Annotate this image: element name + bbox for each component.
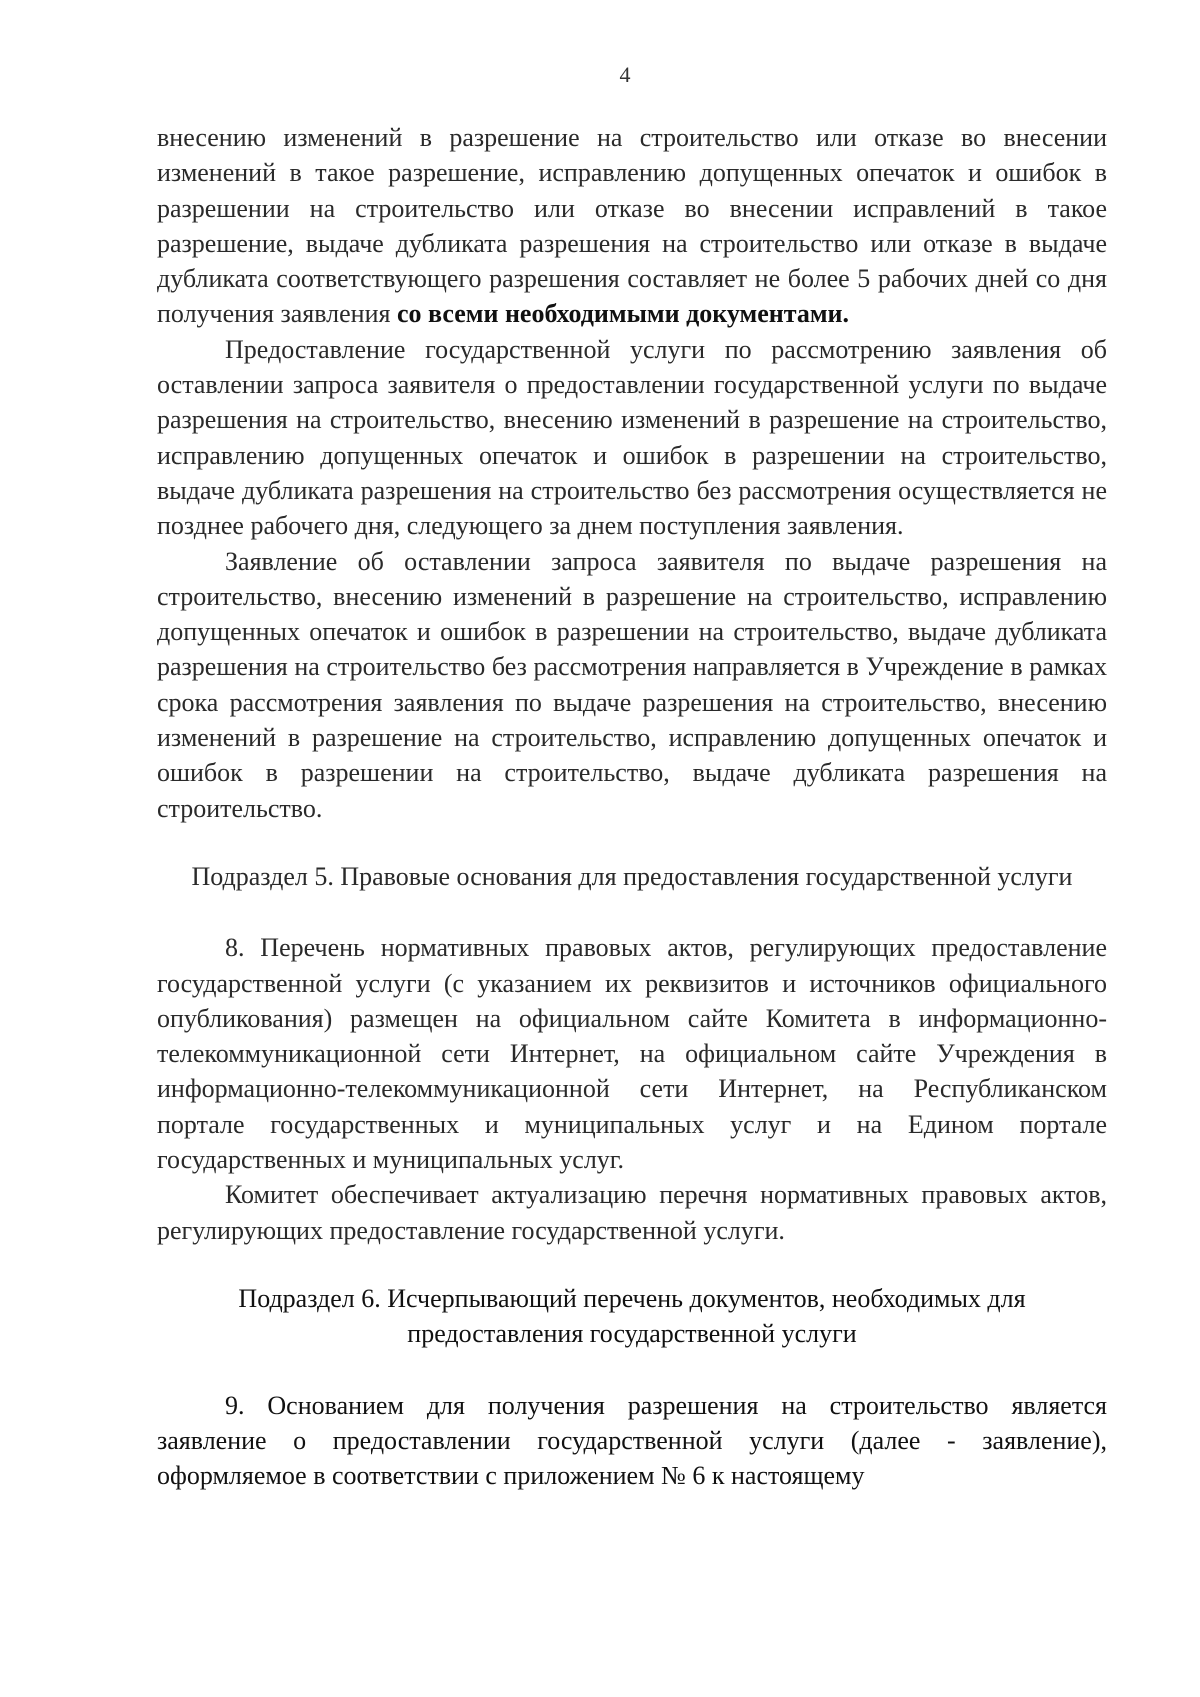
paragraph-application-direction: Заявление об оставлении запроса заявителя по выдаче разрешения на строительство, внесению изменений в разрешение на строительство, исправлению допущенных опечаток и ошибок в разрешении на строительство, выдаче дубликата разрешения на строительство без рассмотрения направляется в Учреждение в рамках срока рассмотрения заявления по выдаче разрешения на строительство, внесению изменений в разрешение на строительство, исправлению допущенных опечаток и ошибок в разрешении на строительство, выдаче дубликата разрешения на строительство. (157, 546, 1107, 823)
paragraph-deadline-text: внесению изменений в разрешение на строительство или отказе во внесении изменений в такое разрешение, исправлению допущенных опечаток и ошибок в разрешении на строительство или отказе во внесении исправлений в такое разрешение, выдаче дубликата разрешения на строительство или отказе в выдаче дубликата соответствующего разрешения составляет не более 5 рабочих дней со дня получения заявления (157, 123, 1107, 329)
paragraph-legal-acts-list: 8. Перечень нормативных правовых актов, регулирующих предоставление государственной услуги (с указанием их реквизитов и источников официального опубликования) размещен на официальном сайте Комитета в информационно-телекоммуникационной сети Интернет, на официальном сайте Учреждения в информационно-телекоммуникационной сети Интернет, на Республиканском портале государственных и муниципальных услуг и на Едином портале государственных и муниципальных услуг. (157, 933, 1107, 1175)
paragraph-without-review: Предоставление государственной услуги по рассмотрению заявления об оставлении запроса заявителя о предоставлении государственной услуги по выдаче разрешения на строительство, внесению изменений в разрешение на строительство, исправлению допущенных опечаток и ошибок в разрешении на строительство, выдаче дубликата разрешения на строительство без рассмотрения осуществляется не позднее рабочего дня, следующего за днем поступления заявления. (157, 334, 1107, 541)
paragraph-deadline-bold: со всеми необходимыми документами. (396, 299, 850, 329)
paragraph-committee-updates: Комитет обеспечивает актуализацию перечня нормативных правовых актов, регулирующих предоставление государственной услуги. (157, 1180, 1107, 1245)
heading-subsection-5: Подраздел 5. Правовые основания для предоставления государственной услуги (191, 861, 1073, 891)
paragraph-basis-for-permit: 9. Основанием для получения разрешения на строительство является заявление о предоставлении государственной услуги (далее - заявление), оформляемое в соответствии с приложением № 6 к настоящему (157, 1390, 1107, 1491)
paragraph-deadline (157, 120, 1107, 332)
heading-subsection-6: Подраздел 6. Исчерпывающий перечень документов, необходимых для предоставления государственной услуги (238, 1283, 1026, 1349)
document-body (157, 120, 1107, 1493)
page-number: 4 (619, 62, 631, 87)
